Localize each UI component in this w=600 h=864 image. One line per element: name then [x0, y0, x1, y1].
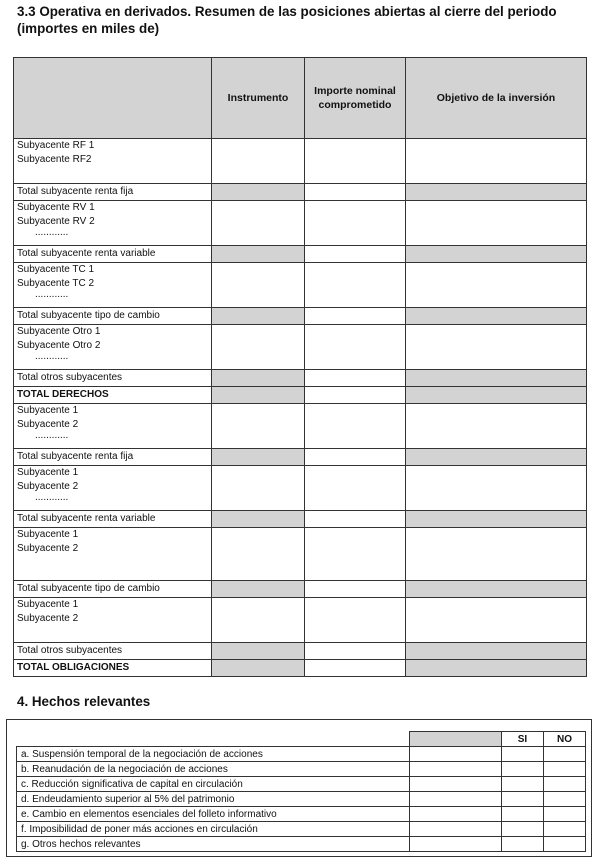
hecho-label: c. Reducción significativa de capital en circulación — [17, 777, 410, 792]
cell-instrumento — [212, 184, 305, 201]
subyacente-label-cell — [14, 263, 212, 308]
subyacente-label: Subyacente 2 — [17, 543, 79, 554]
subyacente-label: Subyacente 2 — [17, 481, 79, 492]
cell-objetivo — [406, 184, 587, 201]
subyacente-label: Subyacente 1 — [17, 467, 79, 478]
hecho-no-cell[interactable] — [544, 807, 586, 822]
hecho-row — [17, 837, 586, 852]
total-row — [14, 308, 587, 325]
hecho-row — [17, 777, 586, 792]
cell-objetivo — [406, 511, 587, 528]
hecho-label: e. Cambio en elementos esenciales del folleto informativo — [17, 807, 410, 822]
total-row — [14, 643, 587, 660]
hecho-label: g. Otros hechos relevantes — [17, 837, 410, 852]
subyacente-ellipsis: ............ — [35, 227, 69, 238]
cell-objetivo — [406, 387, 587, 404]
hechos-header-row — [17, 732, 586, 747]
cell-objetivo — [406, 201, 587, 246]
hecho-si-cell[interactable] — [502, 837, 544, 852]
hecho-no-cell[interactable] — [544, 762, 586, 777]
subyacente-label: Subyacente RV 2 — [17, 216, 95, 227]
total-obligaciones-row — [14, 660, 587, 677]
hechos-header-si: SI — [502, 732, 544, 747]
total-label: Total otros subyacentes — [14, 643, 212, 660]
cell-importe — [305, 387, 406, 404]
subyacente-label: Subyacente TC 1 — [17, 264, 95, 275]
subyacente-row — [14, 139, 587, 184]
hecho-row — [17, 792, 586, 807]
cell-instrumento — [212, 370, 305, 387]
total-label: Total otros subyacentes — [14, 370, 212, 387]
total-label: Total subyacente renta fija — [14, 184, 212, 201]
total-derechos-label: TOTAL DERECHOS — [14, 387, 212, 404]
total-label: Total subyacente tipo de cambio — [14, 308, 212, 325]
total-row — [14, 511, 587, 528]
hecho-label: d. Endeudamiento superior al 5% del patrimonio — [17, 792, 410, 807]
cell-importe — [305, 184, 406, 201]
cell-objetivo — [406, 263, 587, 308]
cell-importe — [305, 466, 406, 511]
subyacente-label-cell — [14, 466, 212, 511]
hecho-blank-cell — [410, 792, 502, 807]
hecho-label: a. Suspensión temporal de la negociación de acciones — [17, 747, 410, 762]
cell-objetivo — [406, 466, 587, 511]
total-obligaciones-label: TOTAL OBLIGACIONES — [14, 660, 212, 677]
cell-instrumento — [212, 660, 305, 677]
cell-importe — [305, 598, 406, 643]
cell-objetivo — [406, 581, 587, 598]
cell-objetivo — [406, 325, 587, 370]
cell-importe — [305, 511, 406, 528]
cell-objetivo — [406, 308, 587, 325]
cell-importe — [305, 404, 406, 449]
header-empty-cell — [14, 58, 212, 139]
subyacente-label: Subyacente RF 1 — [17, 140, 95, 151]
cell-objetivo — [406, 139, 587, 184]
subyacente-label-cell — [14, 528, 212, 581]
cell-objetivo — [406, 660, 587, 677]
cell-importe — [305, 581, 406, 598]
hecho-si-cell[interactable] — [502, 777, 544, 792]
cell-importe — [305, 308, 406, 325]
cell-instrumento — [212, 598, 305, 643]
subyacente-label: Subyacente 1 — [17, 405, 79, 416]
hecho-row — [17, 822, 586, 837]
total-row — [14, 581, 587, 598]
total-label: Total subyacente renta variable — [14, 246, 212, 263]
cell-importe — [305, 201, 406, 246]
cell-instrumento — [212, 201, 305, 246]
cell-importe — [305, 139, 406, 184]
cell-instrumento — [212, 139, 305, 184]
cell-importe — [305, 449, 406, 466]
cell-instrumento — [212, 581, 305, 598]
header-importe-nominal: Importe nominal comprometido — [305, 58, 406, 139]
subyacente-label: Subyacente TC 2 — [17, 278, 95, 289]
subyacente-ellipsis: ............ — [35, 289, 69, 300]
subyacente-ellipsis: ............ — [35, 430, 69, 441]
cell-objetivo — [406, 246, 587, 263]
hecho-no-cell[interactable] — [544, 837, 586, 852]
cell-instrumento — [212, 308, 305, 325]
hecho-blank-cell — [410, 762, 502, 777]
subyacente-ellipsis: ............ — [35, 351, 69, 362]
hecho-blank-cell — [410, 807, 502, 822]
hecho-si-cell[interactable] — [502, 822, 544, 837]
cell-instrumento — [212, 263, 305, 308]
hecho-no-cell[interactable] — [544, 792, 586, 807]
header-row — [14, 58, 587, 139]
subyacente-label: Subyacente Otro 1 — [17, 326, 101, 337]
cell-importe — [305, 660, 406, 677]
hecho-label: b. Reanudación de la negociación de acciones — [17, 762, 410, 777]
subyacente-label: Subyacente 2 — [17, 419, 79, 430]
hecho-blank-cell — [410, 777, 502, 792]
cell-importe — [305, 263, 406, 308]
hechos-relevantes-box — [6, 719, 592, 857]
hecho-row — [17, 762, 586, 777]
header-instrumento: Instrumento — [212, 58, 305, 139]
hechos-relevantes-table — [16, 731, 586, 852]
subyacente-label-cell — [14, 201, 212, 246]
header-objetivo: Objetivo de la inversión — [406, 58, 587, 139]
cell-instrumento — [212, 449, 305, 466]
subyacente-label: Subyacente 1 — [17, 599, 79, 610]
cell-objetivo — [406, 404, 587, 449]
hecho-blank-cell — [410, 837, 502, 852]
subyacente-label-cell — [14, 325, 212, 370]
total-label: Total subyacente tipo de cambio — [14, 581, 212, 598]
cell-instrumento — [212, 643, 305, 660]
cell-instrumento — [212, 387, 305, 404]
cell-instrumento — [212, 404, 305, 449]
hecho-no-cell[interactable] — [544, 822, 586, 837]
subyacente-label-cell — [14, 139, 212, 184]
hecho-blank-cell — [410, 747, 502, 762]
hecho-label: f. Imposibilidad de poner más acciones en circulación — [17, 822, 410, 837]
hecho-no-cell[interactable] — [544, 777, 586, 792]
cell-objetivo — [406, 370, 587, 387]
hecho-row — [17, 807, 586, 822]
subyacente-label: Subyacente Otro 2 — [17, 340, 101, 351]
subyacente-row — [14, 263, 587, 308]
subyacente-row — [14, 325, 587, 370]
hecho-si-cell[interactable] — [502, 792, 544, 807]
cell-importe — [305, 370, 406, 387]
derivatives-table — [13, 57, 587, 677]
subyacente-row — [14, 404, 587, 449]
cell-importe — [305, 325, 406, 370]
total-row — [14, 370, 587, 387]
subyacente-label: Subyacente 2 — [17, 613, 79, 624]
section-3-3-title: 3.3 Operativa en derivados. Resumen de las posiciones abiertas al cierre del periodo (importes en miles de) — [17, 4, 557, 36]
hechos-header-blank — [17, 732, 410, 747]
total-derechos-row — [14, 387, 587, 404]
subyacente-ellipsis: ............ — [35, 492, 69, 503]
total-row — [14, 184, 587, 201]
hecho-si-cell[interactable] — [502, 807, 544, 822]
subyacente-label-cell — [14, 598, 212, 643]
subyacente-label: Subyacente RV 1 — [17, 202, 95, 213]
cell-objetivo — [406, 643, 587, 660]
total-label: Total subyacente renta variable — [14, 511, 212, 528]
hechos-header-gray — [410, 732, 502, 747]
total-row — [14, 449, 587, 466]
hechos-header-no: NO — [544, 732, 586, 747]
subyacente-row — [14, 466, 587, 511]
hecho-blank-cell — [410, 822, 502, 837]
cell-importe — [305, 528, 406, 581]
subyacente-row — [14, 598, 587, 643]
cell-instrumento — [212, 528, 305, 581]
subyacente-row — [14, 201, 587, 246]
cell-instrumento — [212, 246, 305, 263]
subyacente-label-cell — [14, 404, 212, 449]
subyacente-label: Subyacente 1 — [17, 529, 79, 540]
cell-instrumento — [212, 511, 305, 528]
total-row — [14, 246, 587, 263]
cell-objetivo — [406, 528, 587, 581]
cell-instrumento — [212, 325, 305, 370]
total-label: Total subyacente renta fija — [14, 449, 212, 466]
cell-importe — [305, 246, 406, 263]
subyacente-row — [14, 528, 587, 581]
subyacente-label: Subyacente RF2 — [17, 154, 92, 165]
cell-objetivo — [406, 449, 587, 466]
hecho-si-cell[interactable] — [502, 747, 544, 762]
cell-instrumento — [212, 466, 305, 511]
hecho-row — [17, 747, 586, 762]
cell-objetivo — [406, 598, 587, 643]
section-4-title: 4. Hechos relevantes — [17, 694, 151, 709]
hecho-no-cell[interactable] — [544, 747, 586, 762]
hecho-si-cell[interactable] — [502, 762, 544, 777]
cell-importe — [305, 643, 406, 660]
